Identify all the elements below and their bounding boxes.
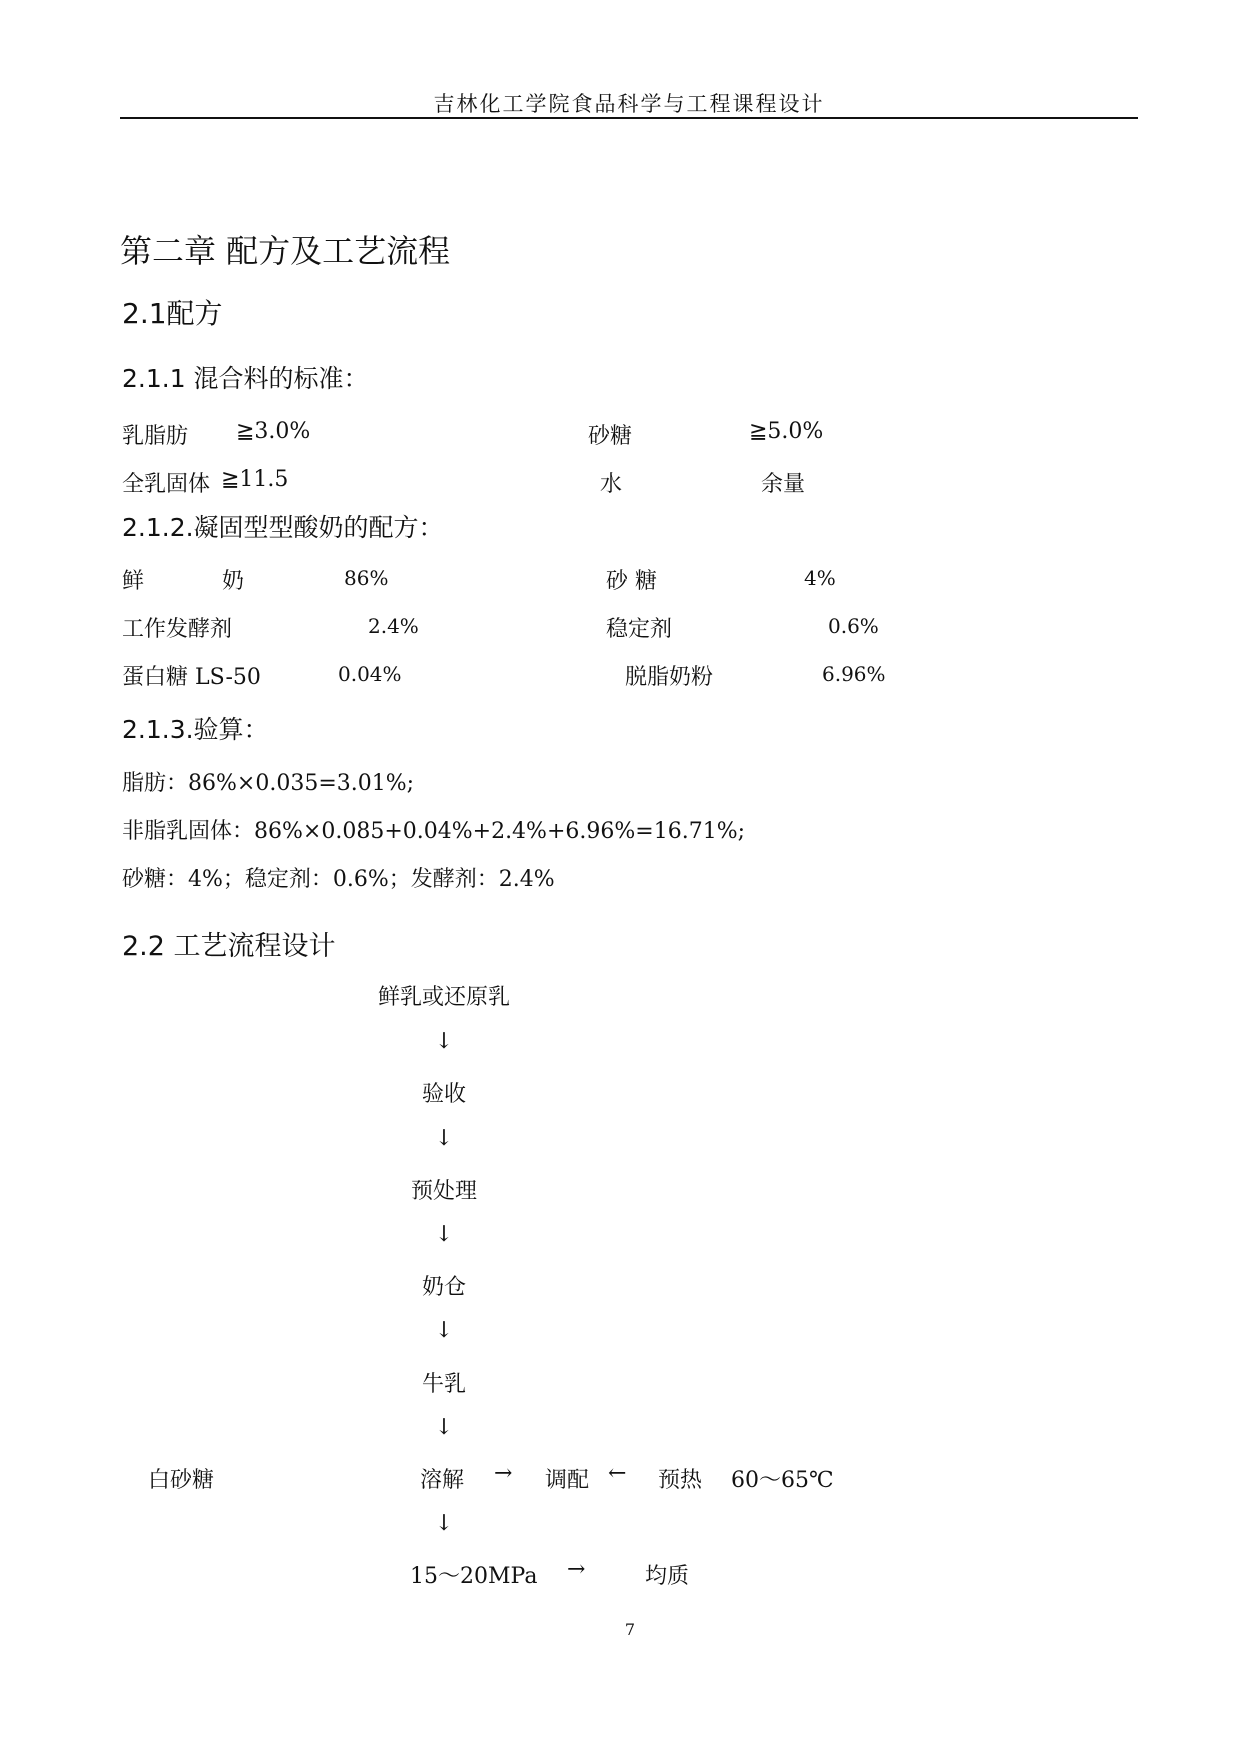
recipe-label-starter: 工作发酵剂: [122, 617, 233, 642]
page-number: 7: [624, 1620, 636, 1639]
recipe-value-milk: 86%: [344, 566, 389, 590]
calc-line-fat: 脂肪：86%×0.035=3.01%;: [122, 771, 415, 796]
std-value-sugar: ≧5.0%: [749, 419, 824, 444]
flow-step-homogenize: 均质: [645, 1564, 690, 1589]
flow-arrow-down-3: ↓: [434, 1222, 454, 1247]
recipe-label-sugar: 砂 糖: [606, 569, 657, 594]
page-header: 吉林化工学院食品科学与工程课程设计: [433, 92, 825, 116]
flow-arrow-down-1: ↓: [434, 1029, 454, 1054]
recipe-value-starter: 2.4%: [368, 614, 419, 638]
chapter-title: 第二章 配方及工艺流程: [120, 232, 451, 270]
section-2-2-title: 2.2 工艺流程设计: [122, 931, 336, 962]
section-2-1-2-title: 2.1.2.凝固型型酸奶的配方：: [122, 513, 444, 542]
flow-arrow-left: ←: [608, 1461, 627, 1486]
recipe-value-stabilizer: 0.6%: [828, 614, 879, 638]
flow-arrow-right-1: →: [494, 1461, 513, 1486]
calc-line-others: 砂糖：4%；稳定剂：0.6%；发酵剂：2.4%: [122, 867, 555, 892]
recipe-label-stabilizer: 稳定剂: [606, 617, 673, 642]
std-label-solids: 全乳固体: [122, 472, 211, 497]
std-value-water: 余量: [761, 472, 806, 497]
flow-homog-pressure: 15～20MPa: [410, 1564, 538, 1589]
flow-step-milk: 牛乳: [421, 1372, 466, 1397]
flow-step-dissolve: 溶解: [420, 1468, 465, 1493]
recipe-label-skim-powder: 脱脂奶粉: [625, 665, 714, 690]
section-2-1-title: 2.1配方: [122, 297, 223, 330]
flow-arrow-down-5: ↓: [434, 1415, 454, 1440]
flow-arrow-down-6: ↓: [434, 1511, 454, 1536]
recipe-value-sweetener: 0.04%: [338, 662, 402, 686]
recipe-label-milk-1: 鲜: [122, 569, 145, 594]
flow-step-blend: 调配: [545, 1468, 590, 1493]
calc-line-snf: 非脂乳固体：86%×0.085+0.04%+2.4%+6.96%=16.71%;: [122, 819, 746, 844]
header-rule: [120, 117, 1138, 119]
std-value-milkfat: ≧3.0%: [236, 419, 311, 444]
flow-arrow-right-2: →: [567, 1557, 586, 1582]
flow-arrow-down-2: ↓: [434, 1126, 454, 1151]
flow-side-input-sugar: 白砂糖: [148, 1468, 215, 1493]
recipe-value-skim-powder: 6.96%: [822, 662, 886, 686]
flow-arrow-down-4: ↓: [434, 1318, 454, 1343]
section-2-1-1-title: 2.1.1 混合料的标准：: [122, 364, 369, 393]
section-2-1-3-title: 2.1.3.验算：: [122, 715, 269, 744]
std-label-sugar: 砂糖: [588, 424, 633, 449]
recipe-value-sugar: 4%: [804, 566, 836, 590]
recipe-label-milk-2: 奶: [222, 569, 245, 594]
std-value-solids: ≧11.5: [221, 467, 289, 492]
flow-step-acceptance: 验收: [421, 1082, 466, 1107]
flow-step-pretreatment: 预处理: [410, 1179, 477, 1204]
flow-preheat-temp: 60～65℃: [731, 1468, 834, 1493]
recipe-label-sweetener: 蛋白糖 LS-50: [122, 665, 261, 690]
std-label-milkfat: 乳脂肪: [122, 424, 189, 449]
flow-step-silo: 奶仓: [421, 1275, 466, 1300]
std-label-water: 水: [600, 472, 623, 497]
flow-step-raw-milk: 鲜乳或还原乳: [377, 985, 510, 1010]
flow-step-preheat: 预热: [658, 1468, 703, 1493]
